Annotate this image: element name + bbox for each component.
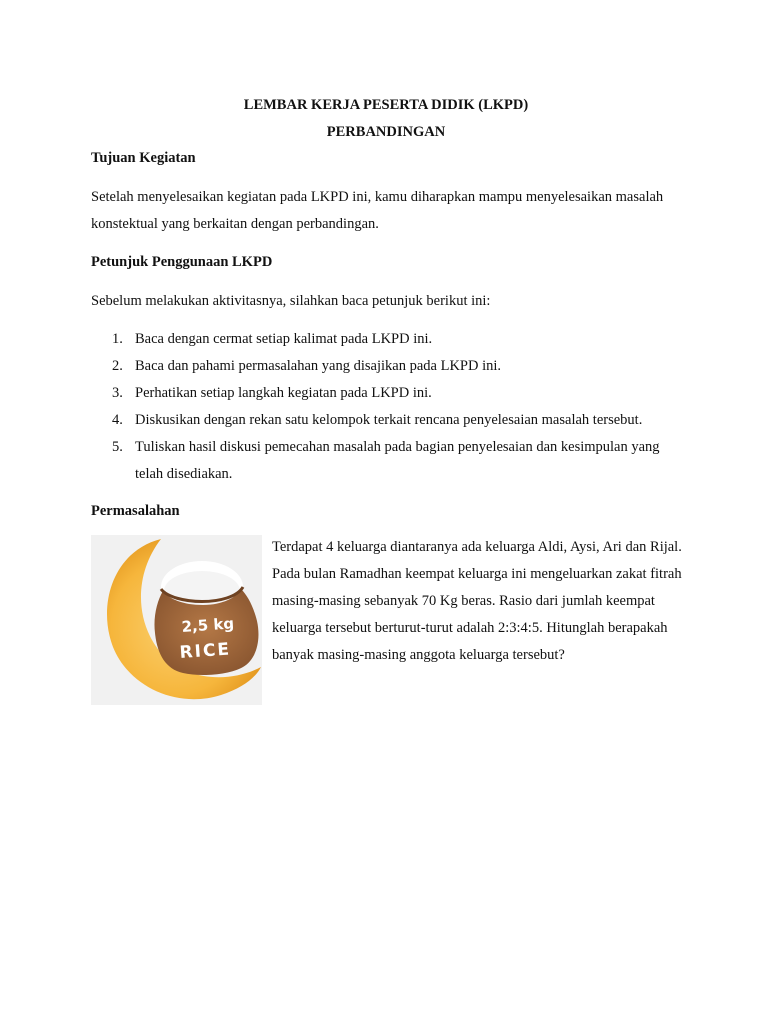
list-item-number: 5. (112, 439, 123, 455)
list-item-number: 2. (112, 358, 123, 374)
list-item (91, 353, 681, 380)
list-item (91, 380, 681, 407)
tujuan-paragraph: Setelah menyelesaikan kegiatan pada LKPD ini, kamu diharapkan mampu menyelesaikan masalah konstektual yang berkaitan dengan perbandingan. (91, 189, 664, 232)
sack-label-rice: RICE (178, 639, 232, 663)
list-item-text: Perhatikan setiap langkah kegiatan pada LKPD ini. (135, 385, 432, 401)
list-item-text: Baca dengan cermat setiap kalimat pada LKPD ini. (135, 331, 433, 347)
petunjuk-intro: Sebelum melakukan aktivitasnya, silahkan baca petunjuk berikut ini: (91, 293, 491, 309)
problem-paragraph: Terdapat 4 keluarga diantaranya ada keluarga Aldi, Aysi, Ari dan Rijal. Pada bulan Ramadhan keempat keluarga ini mengeluarkan zakat fitrah masing-masing sebanyak 70 Kg beras. Rasio dari jumlah keempat keluarga tersebut berturut-turut adalah 2:3:4:5. Hitunglah berapakah banyak masing-masing anggota keluarga tersebut? (272, 539, 682, 663)
list-item-text: Tuliskan hasil diskusi pemecahan masalah pada bagian penyelesaian dan kesimpulan yang telah disediakan. (135, 439, 660, 482)
list-item-number: 4. (112, 412, 123, 428)
list-item-text: Diskusikan dengan rekan satu kelompok terkait rencana penyelesaian masalah tersebut. (135, 412, 643, 428)
list-item-number: 3. (112, 385, 123, 401)
problem-section (91, 535, 681, 715)
permasalahan-heading: Permasalahan (91, 503, 180, 519)
petunjuk-heading: Petunjuk Penggunaan LKPD (91, 254, 273, 270)
sack-label-weight: 2,5 kg (181, 614, 235, 636)
document-title: LEMBAR KERJA PESERTA DIDIK (LKPD) (243, 97, 529, 113)
instruction-list (91, 326, 681, 488)
moon-rice-illustration (91, 535, 262, 705)
list-item (91, 434, 681, 488)
document-subtitle: PERBANDINGAN (326, 124, 446, 140)
moon-rice-svg (91, 535, 262, 705)
tujuan-heading: Tujuan Kegiatan (91, 150, 196, 166)
list-item (91, 407, 681, 434)
worksheet-page (91, 92, 681, 715)
list-item-text: Baca dan pahami permasalahan yang disajikan pada LKPD ini. (135, 358, 502, 374)
list-item-number: 1. (112, 331, 123, 347)
list-item (91, 326, 681, 353)
